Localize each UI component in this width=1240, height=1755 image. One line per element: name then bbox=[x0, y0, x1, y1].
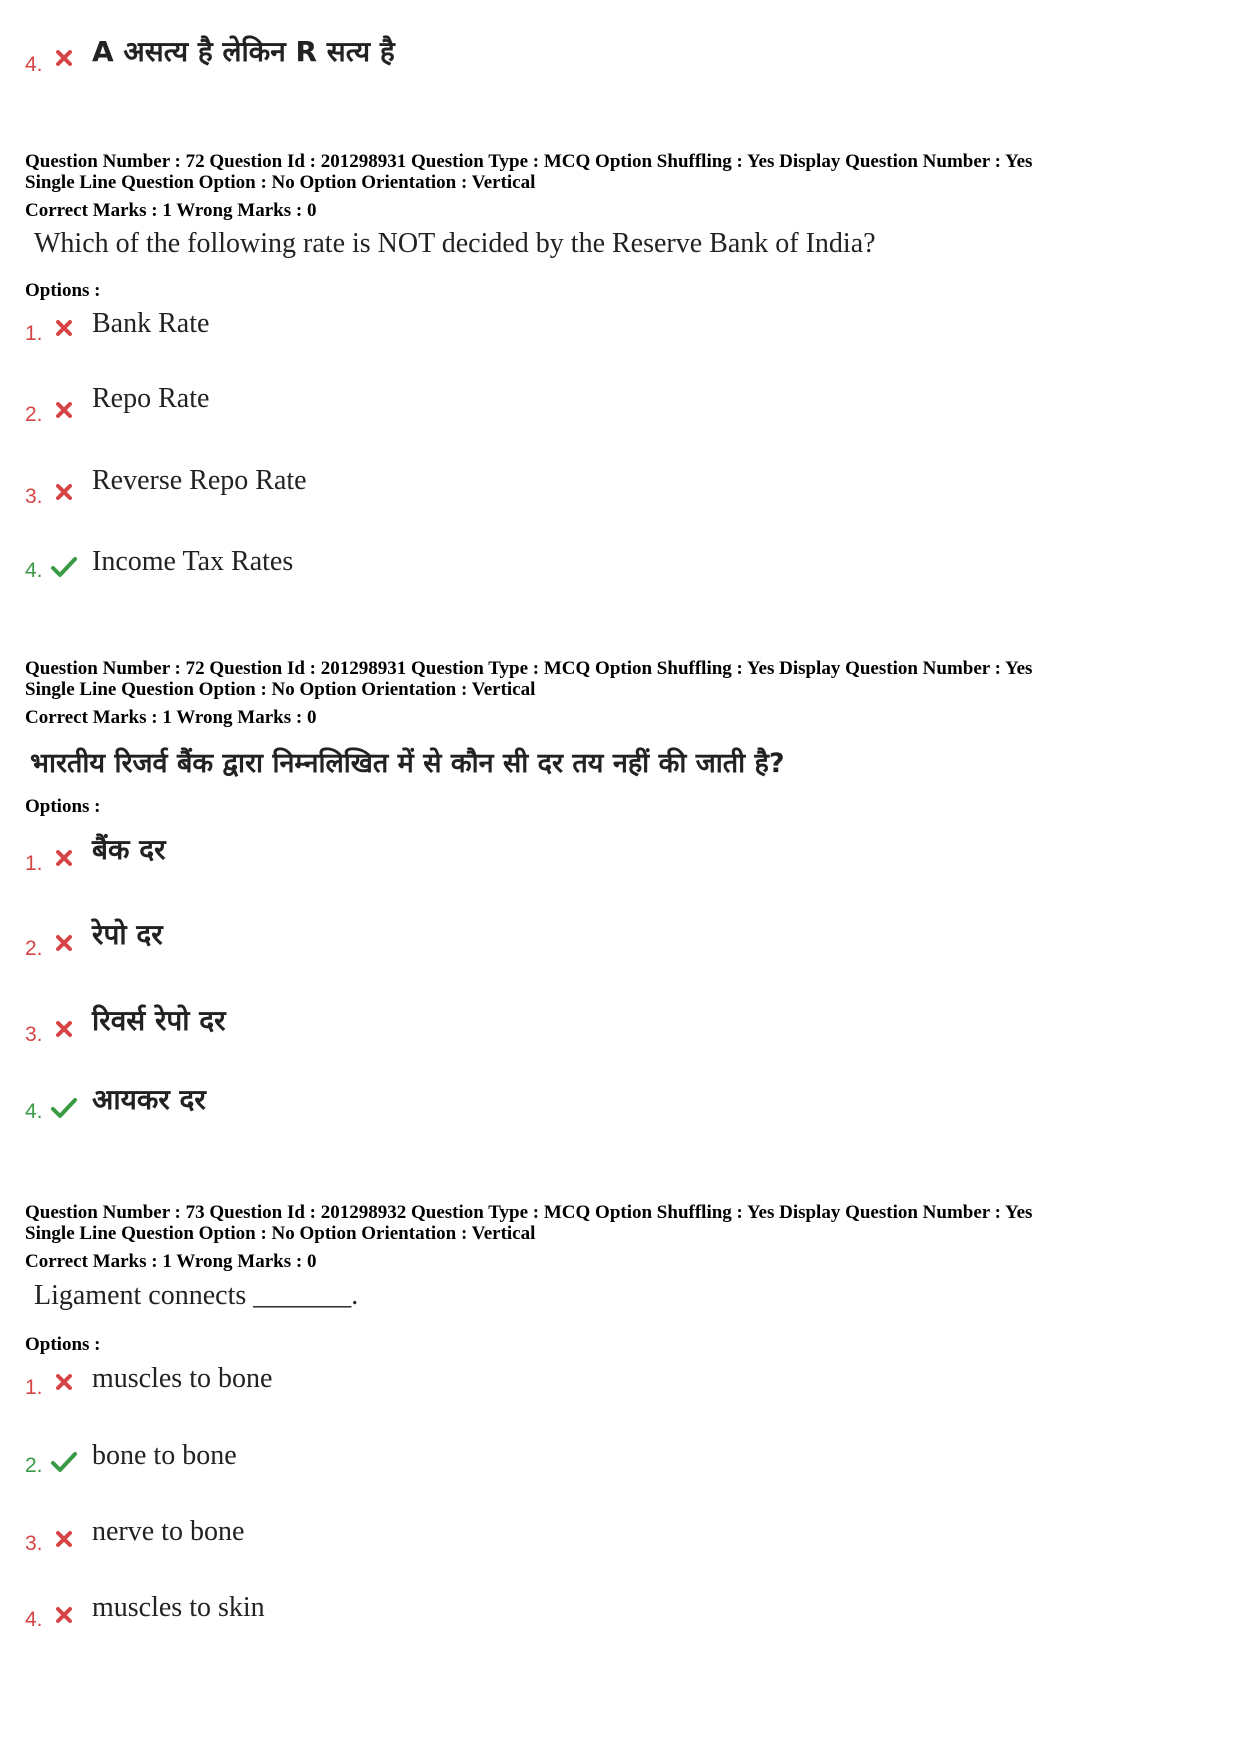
option-number: 2. bbox=[25, 937, 43, 960]
option-text: Reverse Repo Rate bbox=[92, 465, 307, 496]
options-label: Options : bbox=[25, 280, 101, 301]
option-number: 1. bbox=[25, 322, 43, 345]
question-meta: Single Line Question Option : No Option Orientation : Vertical bbox=[25, 1223, 536, 1244]
option-number: 4. bbox=[25, 53, 43, 76]
option-text: रेपो दर bbox=[92, 918, 163, 951]
option-text: रिवर्स रेपो दर bbox=[92, 1004, 226, 1037]
wrong-mark-icon bbox=[52, 480, 76, 504]
option-text: Repo Rate bbox=[92, 383, 210, 414]
question-text: Ligament connects _______. bbox=[34, 1280, 359, 1311]
marks-info: Correct Marks : 1 Wrong Marks : 0 bbox=[25, 1251, 317, 1272]
wrong-mark-icon bbox=[52, 316, 76, 340]
option-number: 1. bbox=[25, 852, 43, 875]
option-number: 3. bbox=[25, 485, 43, 508]
option-text: bone to bone bbox=[92, 1440, 237, 1471]
wrong-mark-icon bbox=[52, 1370, 76, 1394]
option-number: 2. bbox=[25, 403, 43, 426]
question-text: भारतीय रिजर्व बैंक द्वारा निम्नलिखित में से कौन सी दर तय नहीं की जाती है? bbox=[30, 748, 785, 779]
question-meta: Question Number : 73 Question Id : 201298932 Question Type : MCQ Option Shuffling : Yes Display Question Number : Yes bbox=[25, 1202, 1033, 1223]
option-text: muscles to bone bbox=[92, 1363, 273, 1394]
option-number: 3. bbox=[25, 1532, 43, 1555]
option-number: 4. bbox=[25, 1608, 43, 1631]
correct-check-icon bbox=[50, 1450, 78, 1474]
option-text: Bank Rate bbox=[92, 308, 210, 339]
options-label: Options : bbox=[25, 1334, 101, 1355]
question-meta: Single Line Question Option : No Option Orientation : Vertical bbox=[25, 172, 536, 193]
wrong-mark-icon bbox=[52, 46, 76, 70]
question-meta: Question Number : 72 Question Id : 201298931 Question Type : MCQ Option Shuffling : Yes Display Question Number : Yes bbox=[25, 151, 1033, 172]
option-text: nerve to bone bbox=[92, 1516, 245, 1547]
option-number: 2. bbox=[25, 1454, 43, 1477]
option-text: Income Tax Rates bbox=[92, 546, 294, 577]
option-text: बैंक दर bbox=[92, 833, 166, 866]
wrong-mark-icon bbox=[52, 1527, 76, 1551]
question-text: Which of the following rate is NOT decided by the Reserve Bank of India? bbox=[34, 228, 876, 259]
option-text: muscles to skin bbox=[92, 1592, 265, 1623]
marks-info: Correct Marks : 1 Wrong Marks : 0 bbox=[25, 200, 317, 221]
question-meta: Single Line Question Option : No Option Orientation : Vertical bbox=[25, 679, 536, 700]
wrong-mark-icon bbox=[52, 398, 76, 422]
question-meta: Question Number : 72 Question Id : 201298931 Question Type : MCQ Option Shuffling : Yes Display Question Number : Yes bbox=[25, 658, 1033, 679]
wrong-mark-icon bbox=[52, 1603, 76, 1627]
wrong-mark-icon bbox=[52, 846, 76, 870]
correct-check-icon bbox=[50, 555, 78, 579]
option-number: 4. bbox=[25, 1100, 43, 1123]
marks-info: Correct Marks : 1 Wrong Marks : 0 bbox=[25, 707, 317, 728]
wrong-mark-icon bbox=[52, 931, 76, 955]
correct-check-icon bbox=[50, 1096, 78, 1120]
options-label: Options : bbox=[25, 796, 101, 817]
option-text: आयकर दर bbox=[92, 1083, 206, 1116]
option-number: 1. bbox=[25, 1376, 43, 1399]
wrong-mark-icon bbox=[52, 1017, 76, 1041]
option-text: A असत्य है लेकिन R सत्य है bbox=[92, 35, 395, 68]
option-number: 4. bbox=[25, 559, 43, 582]
option-number: 3. bbox=[25, 1023, 43, 1046]
